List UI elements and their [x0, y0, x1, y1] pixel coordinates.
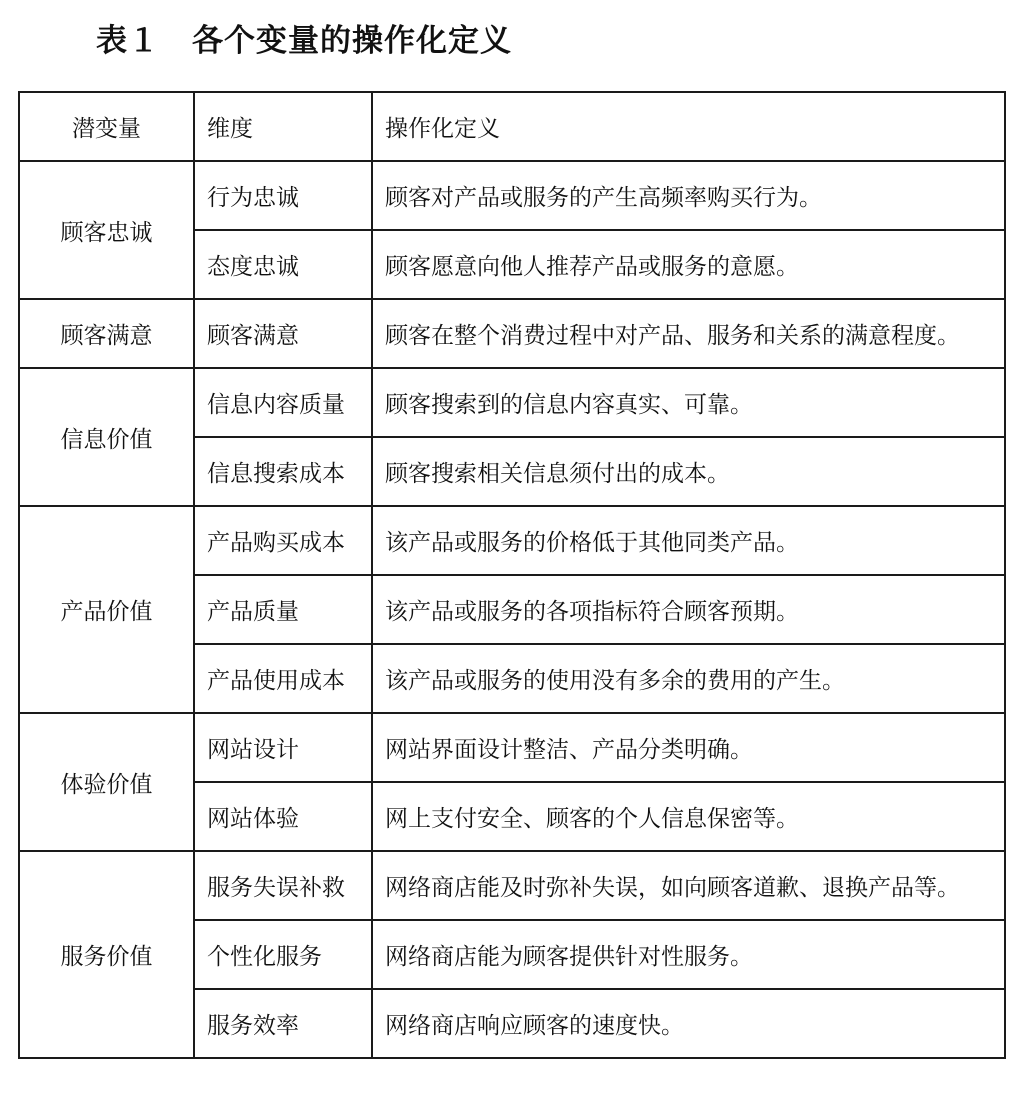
definition-cell: 顾客对产品或服务的产生高频率购买行为。 — [372, 161, 1005, 230]
table-row — [19, 851, 1005, 920]
latent-variable-cell: 信息价值 — [19, 368, 194, 506]
dimension-cell: 信息内容质量 — [194, 368, 372, 437]
dimension-cell: 个性化服务 — [194, 920, 372, 989]
definition-cell: 该产品或服务的各项指标符合顾客预期。 — [372, 575, 1005, 644]
header-dimension: 维度 — [194, 92, 372, 161]
operational-definition-table — [18, 91, 1006, 1059]
dimension-cell: 服务效率 — [194, 989, 372, 1058]
dimension-cell: 顾客满意 — [194, 299, 372, 368]
table-row — [19, 368, 1005, 437]
latent-variable-cell: 体验价值 — [19, 713, 194, 851]
table-header-row — [19, 92, 1005, 161]
definition-cell: 网站界面设计整洁、产品分类明确。 — [372, 713, 1005, 782]
definition-cell: 网络商店响应顾客的速度快。 — [372, 989, 1005, 1058]
definition-cell: 网络商店能及时弥补失误，如向顾客道歉、退换产品等。 — [372, 851, 1005, 920]
dimension-cell: 网站设计 — [194, 713, 372, 782]
definition-cell: 顾客搜索到的信息内容真实、可靠。 — [372, 368, 1005, 437]
definition-cell: 顾客愿意向他人推荐产品或服务的意愿。 — [372, 230, 1005, 299]
dimension-cell: 信息搜索成本 — [194, 437, 372, 506]
definition-cell: 顾客搜索相关信息须付出的成本。 — [372, 437, 1005, 506]
definition-cell: 该产品或服务的价格低于其他同类产品。 — [372, 506, 1005, 575]
dimension-cell: 产品使用成本 — [194, 644, 372, 713]
definition-cell: 该产品或服务的使用没有多余的费用的产生。 — [372, 644, 1005, 713]
header-latent-variable: 潜变量 — [19, 92, 194, 161]
definition-cell: 顾客在整个消费过程中对产品、服务和关系的满意程度。 — [372, 299, 1005, 368]
dimension-cell: 态度忠诚 — [194, 230, 372, 299]
definition-cell: 网络商店能为顾客提供针对性服务。 — [372, 920, 1005, 989]
latent-variable-cell: 顾客满意 — [19, 299, 194, 368]
latent-variable-cell: 服务价值 — [19, 851, 194, 1058]
latent-variable-cell: 产品价值 — [19, 506, 194, 713]
definition-cell: 网上支付安全、顾客的个人信息保密等。 — [372, 782, 1005, 851]
table-title: 表１ 各个变量的操作化定义 — [96, 23, 512, 59]
dimension-cell: 服务失误补救 — [194, 851, 372, 920]
header-definition: 操作化定义 — [372, 92, 1005, 161]
latent-variable-cell: 顾客忠诚 — [19, 161, 194, 299]
dimension-cell: 网站体验 — [194, 782, 372, 851]
dimension-cell: 行为忠诚 — [194, 161, 372, 230]
table-row — [19, 161, 1005, 230]
dimension-cell: 产品购买成本 — [194, 506, 372, 575]
dimension-cell: 产品质量 — [194, 575, 372, 644]
table-row — [19, 506, 1005, 575]
table-row — [19, 299, 1005, 368]
table-row — [19, 713, 1005, 782]
